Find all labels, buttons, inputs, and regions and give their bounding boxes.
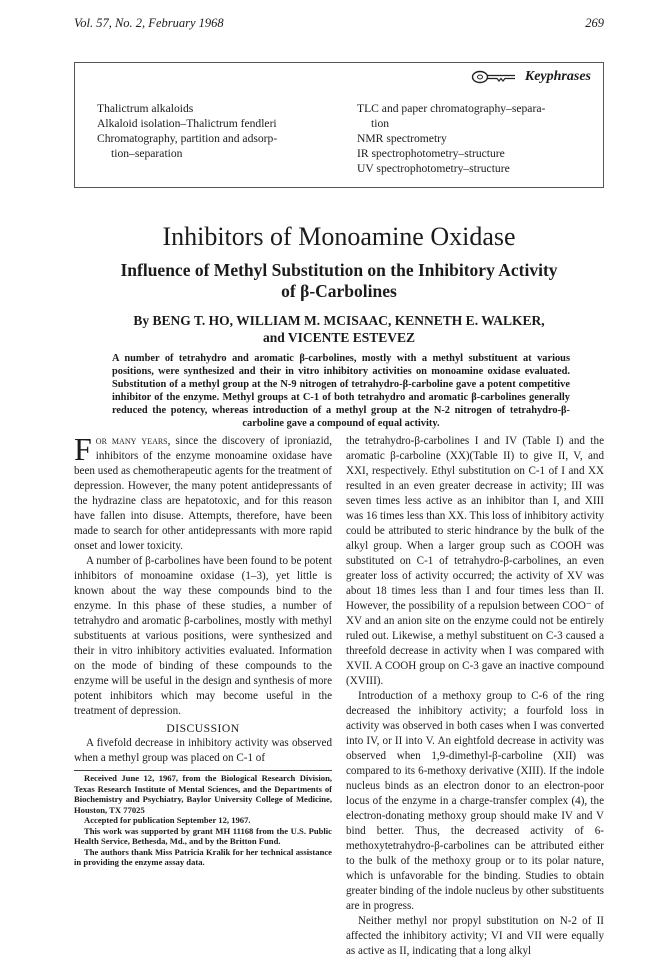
paragraph: Neither methyl nor propyl substitution on N-2 of II affected the inhibitory activity; VI and VII were equally as active as II, indicating that a long alkyl (346, 915, 604, 957)
keyphrases-heading (471, 69, 591, 85)
subtitle-line: Influence of Methyl Substitution on the Inhibitory Activity (120, 260, 558, 280)
paragraph: Introduction of a methoxy group to C-6 of the ring decreased the inhibitory activity; a fourfold loss in activity was observed in both cases when I was converted into IV, or II into V. An eightfold decrease in activity was observed when 1,9-dimethyl-β-carboline (XII) was compared to its 6-methoxy derivative (XIII). If the indole nucleus binds as an electron donor to an electron-poor locus of the enzyme in a charge-transfer complex (4), the electron-donating methoxy group should make IV and V bind better. Thus, the decreased activity of 6-methoxytetrahydro-β-carbolines can be attributed either to the bulk of the methoxy group or to its polar nature, which is unfavorable for the binding. Studies to obtain greater binding of the indole nucleus by other substituents are in progress. (346, 690, 604, 912)
footnote: This work was supported by grant MH 11168 from the U.S. Public Health Service, Bethesda, Md., and by the Britton Fund. (74, 825, 332, 846)
keyphrase: tion (371, 117, 390, 130)
abstract: A number of tetrahydro and aromatic β-carbolines, mostly with a methyl substituent at various positions, were synthesized and their in vitro inhibitory activities on monoamine oxidase evaluated. Substitution of a methyl group at the N-9 nitrogen of tetrahydro-β-carboline gave a potent competitive inhibitor of the enzyme. Methyl groups at C-1 of both tetrahydro and aromatic β-carbolines generally reduced the potency, whereas introduction of a methyl group at the N-2 nitrogen of tetrahydro-β-carboline gave a compound of equal activity. (112, 353, 570, 429)
paragraph: A number of β-carbolines have been found to be potent inhibitors of monoamine oxidase (1–3), yet little is known about the way these compounds bind to the enzyme. In this phase of these studies, a number of tetrahydro and aromatic β-carbolines, mostly with methyl substituents at various positions, were synthesized and their in vitro inhibitory activities evaluated. Information on the mode of binding of these compounds to the enzyme will be useful in the design and synthesis of more potent inhibitors which may become useful in the treatment of depression. (74, 555, 332, 717)
keyphrase: Chromatography, partition and adsorp- (97, 132, 278, 145)
keyphrase: Alkaloid isolation–Thalictrum fendleri (97, 117, 277, 130)
author-byline (74, 312, 604, 346)
footnote: The authors thank Miss Patricia Kralik for her technical assistance in providing the enzyme assay data. (74, 846, 332, 867)
paragraph (74, 431, 332, 554)
keyphrases-box (74, 62, 604, 188)
keyphrase: IR spectrophotometry–structure (357, 147, 505, 160)
intro-smallcaps: or many years, (95, 435, 171, 447)
body-column-right (346, 434, 604, 959)
page-number: 269 (585, 16, 604, 30)
drop-cap: F (74, 431, 92, 467)
keyphrase: NMR spectrometry (357, 132, 447, 145)
paragraph: A fivefold decrease in inhibitory activity was observed when a methyl group was placed on C-1 of (74, 737, 332, 764)
article-subtitle (74, 260, 604, 302)
subtitle-line: of β-Carbolines (281, 281, 397, 301)
keyphrase: TLC and paper chromatography–separa- (357, 102, 546, 115)
keyphrase: Thalictrum alkaloids (97, 102, 194, 115)
footnote: Accepted for publication September 12, 1967. (84, 815, 251, 825)
paragraph: the tetrahydro-β-carbolines I and IV (Table I) and the aromatic β-carboline (XX)(Table II) to give II, V, and XXI, respectively. Ethyl substitution on C-1 of I and XX resulted in an even greater decrease in activity; III was seven times less active as an inhibitor than I, and XIII was 16 times less than XX. This loss of inhibitory activity could be attributed to steric hindrance by the bulk of the alkyl group. When a larger group such as COOH was substituted on C-1 of tetrahydro-β-carbolines, an even greater loss of activity occurred; the activity of XV was about 18 times less than I and four times less than II. However, the possibility of a repulsion between COO⁻ of XV and an anion site on the enzyme could not be entirely ruled out. Likewise, a methyl substituent on C-3 caused a threefold decrease in activity when I was compared with XVII. A COOH group on C-3 gave an inactive compound (XVIII). (346, 435, 604, 687)
footnotes (74, 770, 332, 868)
section-heading: DISCUSSION (166, 722, 240, 735)
journal-citation: Vol. 57, No. 2, February 1968 (74, 16, 224, 30)
author-line: By BENG T. HO, WILLIAM M. MCISAAC, KENNETH E. WALKER, (133, 313, 545, 328)
keyphrase: UV spectrophotometry–structure (357, 162, 510, 175)
paragraph-text: since the discovery of iproniazid, inhibitors of the enzyme monoamine oxidase have been used as chemotherapeutic agents for the treatment of depression. However, the many potent antidepressants of the hydrazine class are hepatotoxic, and for this reason have fallen into disuse. Attempts, therefore, have been made to search for other antidepressants with more rapid onset and lower toxicity. (74, 435, 332, 552)
article-title: Inhibitors of Monoamine Oxidase (162, 222, 516, 251)
footnote: Received June 12, 1967, from the Biological Research Division, Texas Research Institute of Mental Sciences, and the Departments of Biochemistry and Psychiatry, Baylor University College of Medicine, Houston, TX 77025 (74, 773, 332, 815)
author-line: and VICENTE ESTEVEZ (262, 330, 416, 345)
keyphrases-title: Keyphrases (524, 69, 591, 84)
keyphrase: tion–separation (111, 147, 183, 160)
keyphrases-right-column (357, 101, 597, 176)
keyphrases-left-column (97, 101, 332, 161)
running-header (74, 16, 604, 32)
body-column-left (74, 431, 332, 868)
key-icon (471, 70, 517, 84)
